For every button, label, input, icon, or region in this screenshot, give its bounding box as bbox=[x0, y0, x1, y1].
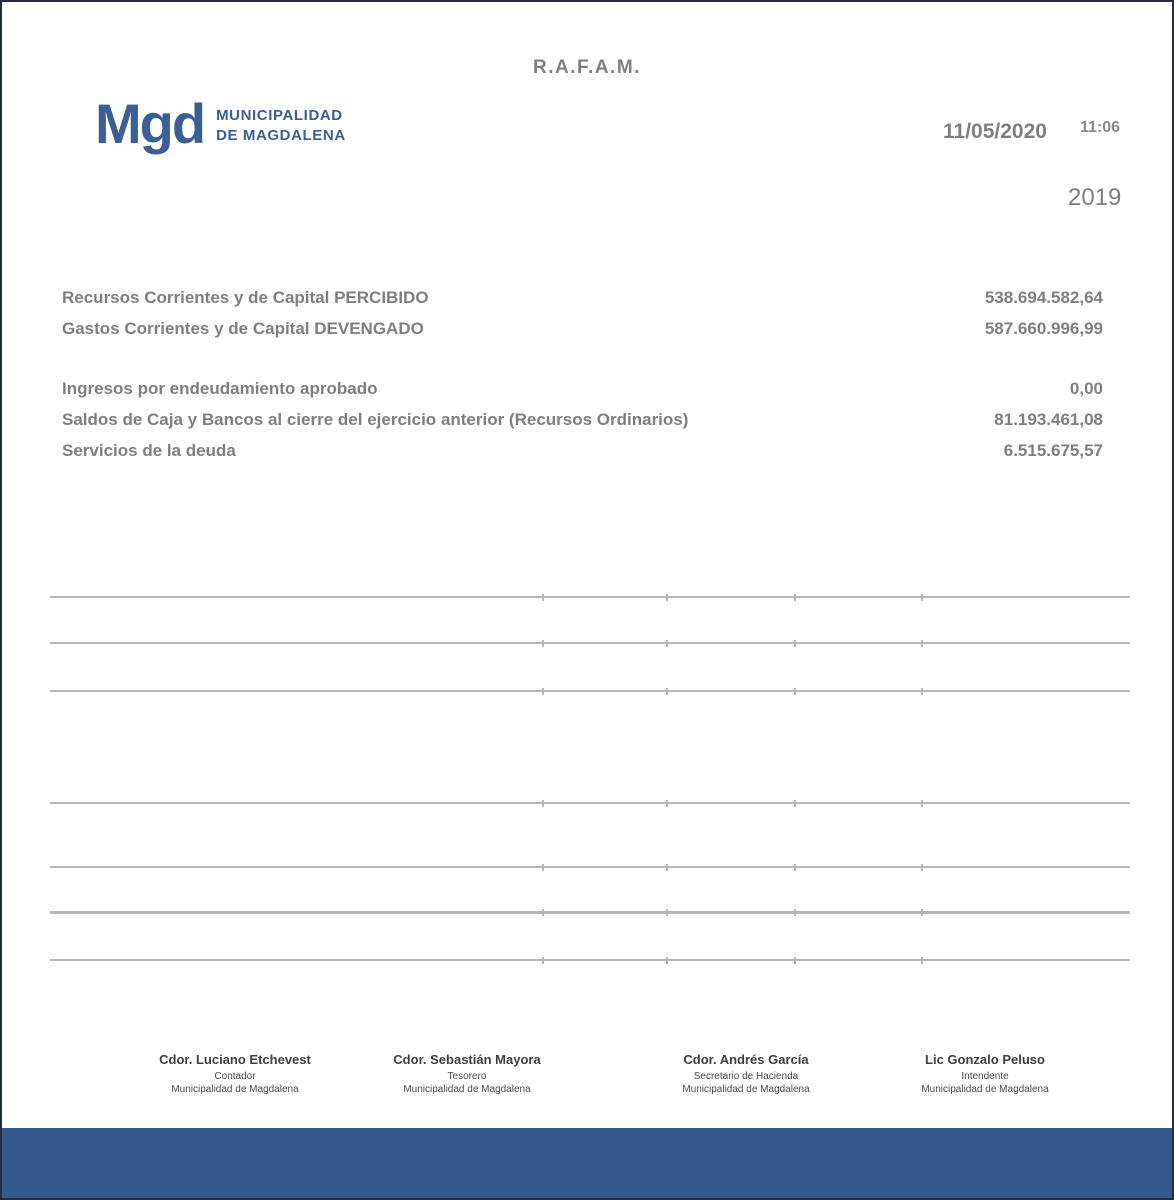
signature-org: Municipalidad de Magdalena bbox=[921, 1084, 1049, 1095]
signature-block-tesorero bbox=[347, 1052, 587, 1095]
column-divider-tick bbox=[542, 688, 544, 695]
table-rule bbox=[50, 866, 1130, 868]
line-item-label: Recursos Corrientes y de Capital PERCIBIDO bbox=[62, 288, 429, 307]
column-divider-tick bbox=[794, 909, 796, 916]
column-divider-tick bbox=[921, 594, 923, 601]
signature-block-secretario-hacienda bbox=[626, 1052, 866, 1095]
signature-block-intendente bbox=[865, 1052, 1105, 1095]
column-divider-tick bbox=[542, 800, 544, 807]
table-rule bbox=[50, 911, 1130, 914]
table-rule bbox=[50, 596, 1130, 598]
signature-name: Lic Gonzalo Peluso bbox=[925, 1052, 1045, 1067]
signature-org: Municipalidad de Magdalena bbox=[682, 1084, 810, 1095]
line-item-label: Ingresos por endeudamiento aprobado bbox=[62, 379, 378, 398]
table-rule bbox=[50, 802, 1130, 804]
municipality-logo bbox=[95, 94, 346, 154]
signature-role: Contador bbox=[214, 1071, 256, 1082]
fiscal-year: 2019 bbox=[1068, 184, 1122, 211]
line-item-saldos-caja-bancos bbox=[62, 410, 1103, 430]
page-title: R.A.F.A.M. bbox=[533, 57, 641, 78]
line-item-value: 0,00 bbox=[1069, 379, 1103, 398]
column-divider-tick bbox=[542, 909, 544, 916]
line-item-label: Saldos de Caja y Bancos al cierre del ejercicio anterior (Recursos Ordinarios) bbox=[62, 410, 689, 429]
column-divider-tick bbox=[794, 800, 796, 807]
column-divider-tick bbox=[794, 864, 796, 871]
line-item-label: Gastos Corrientes y de Capital DEVENGADO bbox=[62, 319, 424, 338]
signature-role: Tesorero bbox=[447, 1071, 487, 1082]
column-divider-tick bbox=[921, 909, 923, 916]
column-divider-tick bbox=[666, 800, 668, 807]
line-item-gastos-devengado bbox=[62, 319, 1103, 339]
signature-role: Secretario de Hacienda bbox=[693, 1071, 799, 1082]
column-divider-tick bbox=[794, 688, 796, 695]
column-divider-tick bbox=[542, 957, 544, 964]
line-item-value: 587.660.996,99 bbox=[984, 319, 1103, 338]
column-divider-tick bbox=[794, 640, 796, 647]
table-rule bbox=[50, 642, 1130, 644]
line-item-label: Servicios de la deuda bbox=[62, 441, 236, 460]
line-item-value: 538.694.582,64 bbox=[984, 288, 1103, 307]
signature-role: Intendente bbox=[961, 1071, 1009, 1082]
column-divider-tick bbox=[666, 909, 668, 916]
signature-name: Cdor. Sebastián Mayora bbox=[393, 1052, 541, 1067]
line-item-value: 6.515.675,57 bbox=[1003, 441, 1103, 460]
column-divider-tick bbox=[542, 864, 544, 871]
column-divider-tick bbox=[921, 688, 923, 695]
line-item-servicios-deuda bbox=[62, 441, 1103, 461]
logo-name-line2: DE MAGDALENA bbox=[216, 127, 346, 144]
column-divider-tick bbox=[921, 640, 923, 647]
column-divider-tick bbox=[666, 594, 668, 601]
signature-block-contador bbox=[115, 1052, 355, 1095]
line-item-ingresos-endeudamiento bbox=[62, 379, 1103, 399]
report-time: 11:06 bbox=[1080, 119, 1121, 136]
column-divider-tick bbox=[542, 640, 544, 647]
column-divider-tick bbox=[921, 800, 923, 807]
column-divider-tick bbox=[666, 957, 668, 964]
logo-name-line1: MUNICIPALIDAD bbox=[216, 107, 343, 124]
signature-org: Municipalidad de Magdalena bbox=[171, 1084, 299, 1095]
signature-name: Cdor. Andrés García bbox=[683, 1052, 809, 1067]
column-divider-tick bbox=[666, 640, 668, 647]
signature-name: Cdor. Luciano Etchevest bbox=[159, 1052, 311, 1067]
column-divider-tick bbox=[921, 957, 923, 964]
footer-bar bbox=[2, 1128, 1172, 1198]
signature-org: Municipalidad de Magdalena bbox=[403, 1084, 531, 1095]
logo-text bbox=[216, 106, 346, 146]
column-divider-tick bbox=[921, 864, 923, 871]
column-divider-tick bbox=[794, 594, 796, 601]
line-item-recursos-percibido bbox=[62, 288, 1103, 308]
table-rule bbox=[50, 959, 1130, 961]
table-rule bbox=[50, 690, 1130, 692]
line-item-value: 81.193.461,08 bbox=[994, 410, 1103, 429]
column-divider-tick bbox=[666, 688, 668, 695]
column-divider-tick bbox=[794, 957, 796, 964]
logo-mark: Mgd bbox=[95, 92, 205, 155]
column-divider-tick bbox=[666, 864, 668, 871]
column-divider-tick bbox=[542, 594, 544, 601]
report-date: 11/05/2020 bbox=[943, 120, 1047, 143]
